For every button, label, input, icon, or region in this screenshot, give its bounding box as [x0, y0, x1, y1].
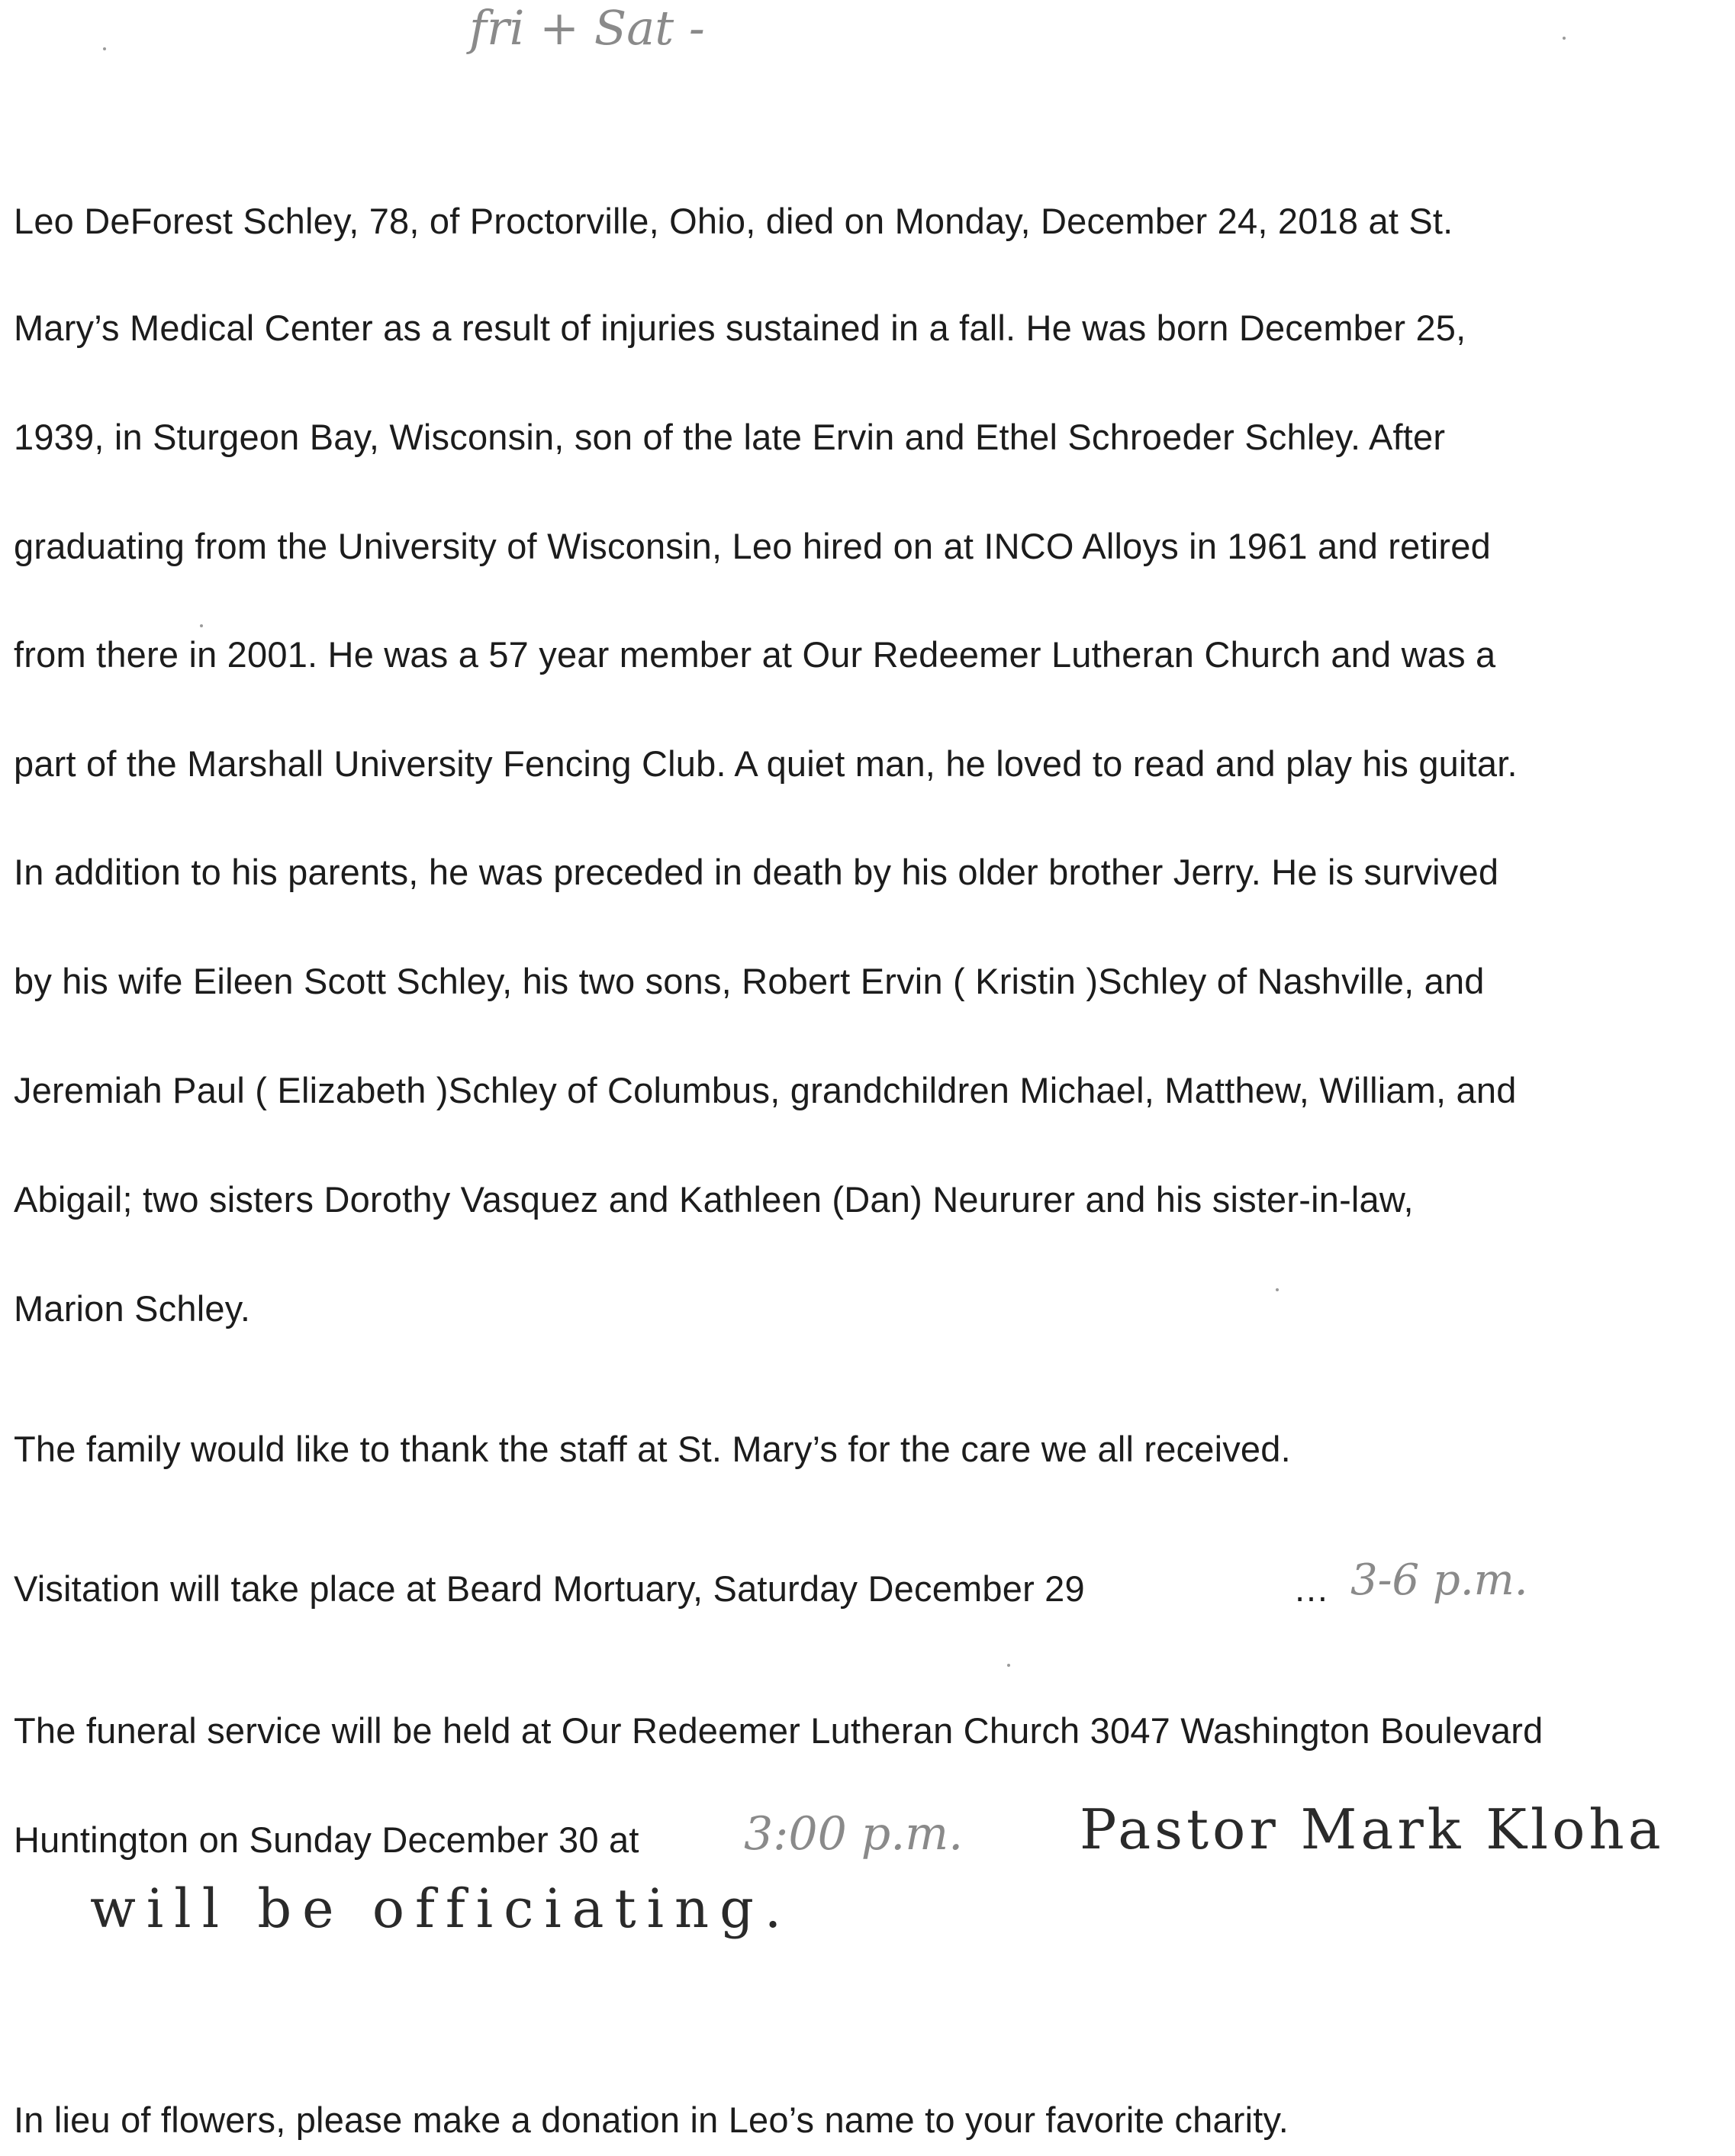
- visitation-dots: …: [1293, 1568, 1330, 1609]
- obituary-line: Mary’s Medical Center as a result of injuries sustained in a fall. He was born December 25,: [14, 308, 1466, 348]
- obituary-line: In addition to his parents, he was preceded in death by his older brother Jerry. He is survived: [14, 852, 1499, 892]
- visitation-line: Visitation will take place at Beard Mortuary, Saturday December 29: [14, 1568, 1085, 1609]
- scan-speck: [1563, 37, 1566, 40]
- obituary-line: Leo DeForest Schley, 78, of Proctorville, Ohio, died on Monday, December 24, 2018 at St.: [14, 201, 1453, 241]
- scan-speck: [200, 624, 203, 627]
- obituary-line: Jeremiah Paul ( Elizabeth )Schley of Columbus, grandchildren Michael, Matthew, William, and: [14, 1070, 1517, 1110]
- obituary-line: graduating from the University of Wisconsin, Leo hired on at INCO Alloys in 1961 and retired: [14, 526, 1491, 566]
- thanks-line: The family would like to thank the staff at St. Mary’s for the care we all received.: [14, 1429, 1291, 1469]
- obituary-line: 1939, in Sturgeon Bay, Wisconsin, son of the late Ervin and Ethel Schroeder Schley. After: [14, 417, 1446, 457]
- obituary-line: part of the Marshall University Fencing Club. A quiet man, he loved to read and play his guitar.: [14, 743, 1518, 784]
- obituary-line: from there in 2001. He was a 57 year member at Our Redeemer Lutheran Church and was a: [14, 634, 1496, 675]
- scan-speck: [1007, 1664, 1010, 1667]
- handwritten-day-note: fri + Sat -: [469, 0, 705, 56]
- donation-line: In lieu of flowers, please make a donation in Leo’s name to your favorite charity.: [14, 2100, 1289, 2140]
- handwritten-officiant-name: Pastor Mark Kloha: [1080, 1797, 1665, 1861]
- handwritten-funeral-time: 3:00 p.m.: [744, 1807, 964, 1861]
- handwritten-visitation-time: 3-6 p.m.: [1350, 1555, 1528, 1605]
- obituary-line: by his wife Eileen Scott Schley, his two sons, Robert Ervin ( Kristin )Schley of Nashville, and: [14, 961, 1485, 1001]
- funeral-line: Huntington on Sunday December 30 at: [14, 1819, 639, 1860]
- handwritten-officiating-note: will be officiating.: [90, 1877, 793, 1940]
- funeral-line: The funeral service will be held at Our Redeemer Lutheran Church 3047 Washington Boulevard: [14, 1710, 1543, 1751]
- scan-speck: [103, 47, 106, 50]
- scan-speck: [1276, 1288, 1279, 1291]
- obituary-line: Marion Schley.: [14, 1288, 251, 1329]
- obituary-line: Abigail; two sisters Dorothy Vasquez and Kathleen (Dan) Neururer and his sister-in-law,: [14, 1179, 1414, 1220]
